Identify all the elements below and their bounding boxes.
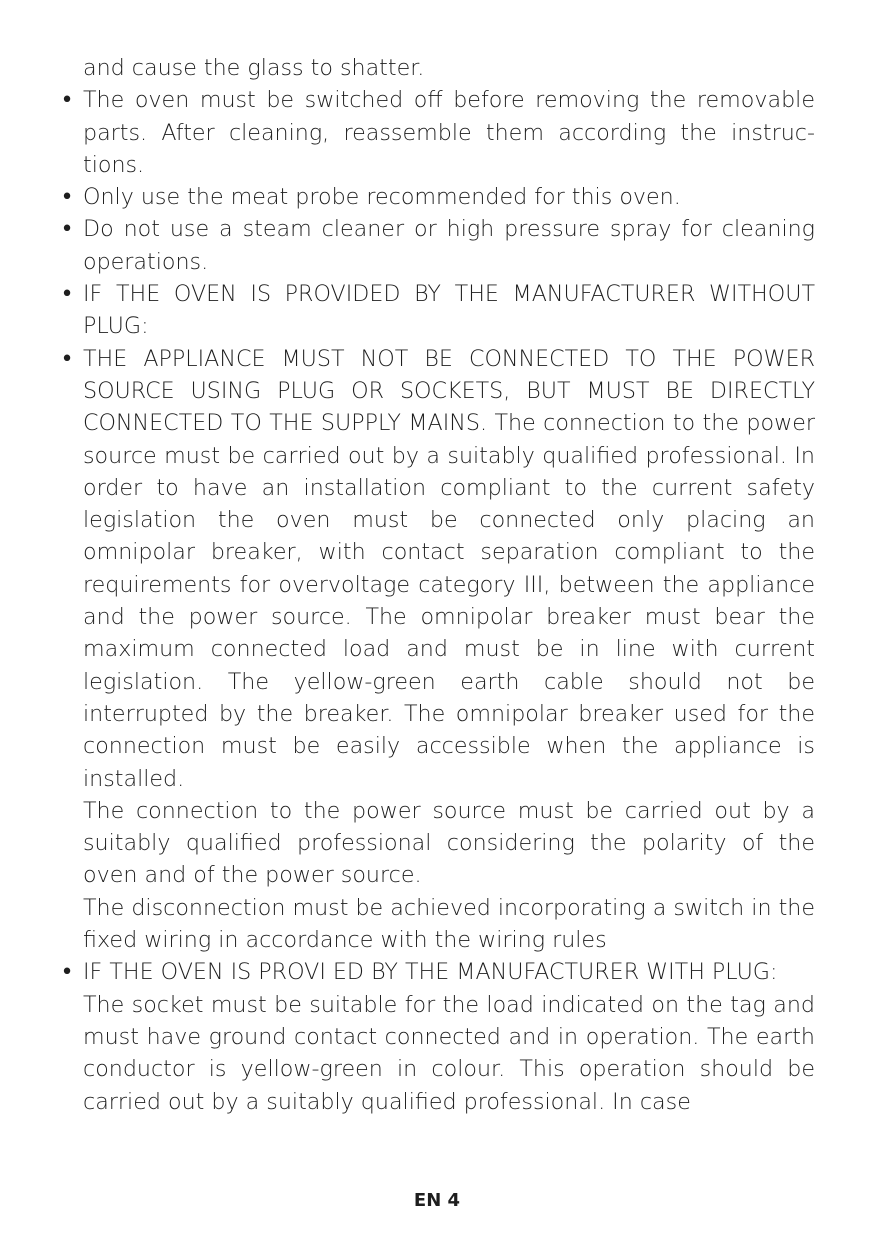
list-item-without-plug — [60, 278, 815, 343]
list-item-meat-probe — [60, 181, 815, 213]
list-item-text: THE APPLIANCE MUST NOT BE CONNECTED TO THE POWER SOURCE USING PLUG OR SOCKETS, BUT MUST BE DIRECTLY CONNECTED TO THE SUPPLY MAINS. The connection to the power source must be carried out by a suitably qualified professional. In order to have an installation compliant to the current safety legislation the oven must be connected only placing an omnipolar breaker, with contact separation compliant to the requirements for overvoltage category III, between the appliance and the power source. The omnipolar breaker must bear the maximum connected load and must be in line with current legislation. The yellow-green earth cable should not be interrupted by the breaker. The omnipolar breaker used for the connection must be easily accessible when the appliance is installed. — [83, 345, 815, 792]
bullet-icon: • — [60, 281, 74, 308]
document-body — [60, 52, 815, 1118]
list-item-text: Only use the meat probe recommended for this oven. — [83, 184, 681, 211]
list-item-text: Do not use a steam cleaner or high pressure spray for cleaning operations. — [83, 216, 815, 275]
list-item-paragraph-polarity: The connection to the power source must be carried out by a suitably qualified professional considering the polarity of the oven and of the power source. — [83, 797, 815, 889]
list-item-text: The oven must be switched off before removing the removable parts. After cleaning, reassemble them according the instructions. — [83, 87, 815, 178]
list-item-paragraph-disconnection: The disconnection must be achieved incorporating a switch in the fixed wiring in accordance with the wiring rules — [83, 894, 815, 954]
list-item-direct-connection — [60, 343, 815, 957]
list-item-text: IF THE OVEN IS PROVI ED BY THE MANUFACTURER WITH PLUG: — [83, 959, 778, 986]
bullet-icon: • — [60, 184, 74, 211]
list-item-remove-parts — [60, 84, 815, 181]
bullet-icon: • — [60, 345, 74, 372]
bullet-icon: • — [60, 216, 74, 243]
continuation-paragraph: and cause the glass to shatter. — [83, 55, 425, 81]
list-item-steam-cleaner — [60, 213, 815, 278]
list-item-paragraph-socket: The socket must be suitable for the load indicated on the tag and must have ground contact connected and in operation. The earth conductor is yellow-green in colour. This operation should be carried out by a suitably qualified professional. In case — [83, 991, 815, 1115]
list-item-text: IF THE OVEN IS PROVIDED BY THE MANUFACTURER WITHOUT PLUG: — [83, 281, 815, 340]
list-item-with-plug — [60, 956, 815, 1117]
page-number: EN 4 — [413, 1190, 461, 1211]
bullet-icon: • — [60, 87, 74, 114]
bullet-icon: • — [60, 959, 74, 986]
